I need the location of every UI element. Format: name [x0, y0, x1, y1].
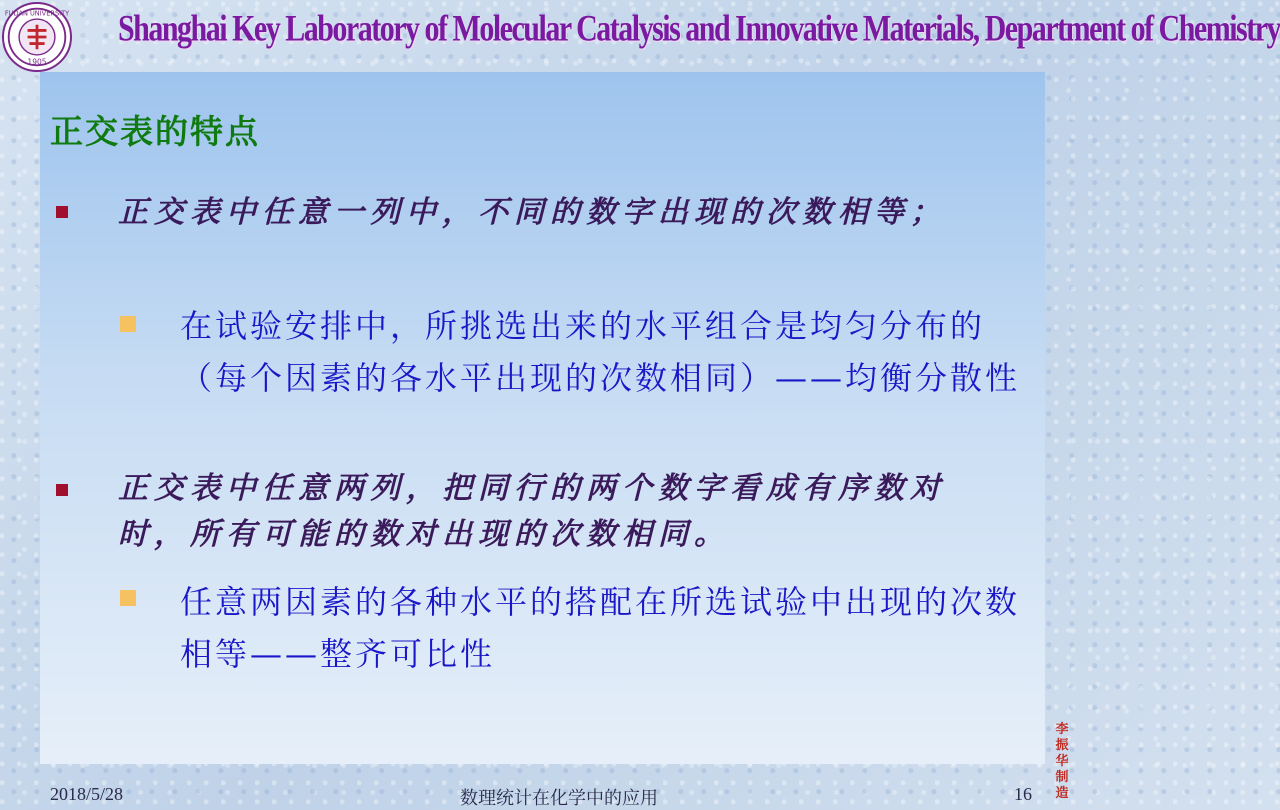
sub-bullet-square-icon [120, 590, 136, 606]
footer-course-title: 数理统计在化学中的应用 [460, 788, 658, 809]
point-1-text: 正交表中任意一列中，不同的数字出现的次数相等； [118, 195, 946, 230]
point-2-sub-text: 任意两因素的各种水平的搭配在所选试验中出现的次数相等——整齐可比性 [180, 583, 1021, 673]
signature-char: 李 [1055, 722, 1069, 737]
page-number: 16 [1014, 784, 1032, 804]
signature-char: 制 [1055, 770, 1069, 785]
slide-title: 正交表的特点 [50, 112, 260, 151]
bullet-square-icon [56, 206, 68, 218]
seal-icon [4, 4, 70, 70]
signature-char: 造 [1055, 786, 1069, 801]
point-1-sub-text: 在试验安排中，所挑选出来的水平组合是均匀分布的（每个因素的各水平出现的次数相同）——均衡分散性 [180, 307, 1021, 397]
point-2-text: 正交表中任意两列，把同行的两个数字看成有序数对时，所有可能的数对出现的次数相同。 [118, 471, 946, 552]
logo-year: 1905 [27, 57, 47, 67]
header [0, 0, 1280, 72]
author-signature [1054, 722, 1070, 802]
sub-bullet-square-icon [120, 316, 136, 332]
lab-title: Shanghai Key Laboratory of Molecular Catalysis and Innovative Materials, Department of Chemistry [118, 8, 1280, 50]
signature-char: 振 [1055, 738, 1069, 753]
university-logo [2, 2, 72, 72]
bullet-square-icon [56, 484, 68, 496]
signature-char: 华 [1055, 754, 1069, 769]
logo-arc-text: FUDAN UNIVERSITY [4, 9, 70, 18]
footer-date: 2018/5/28 [50, 784, 124, 804]
